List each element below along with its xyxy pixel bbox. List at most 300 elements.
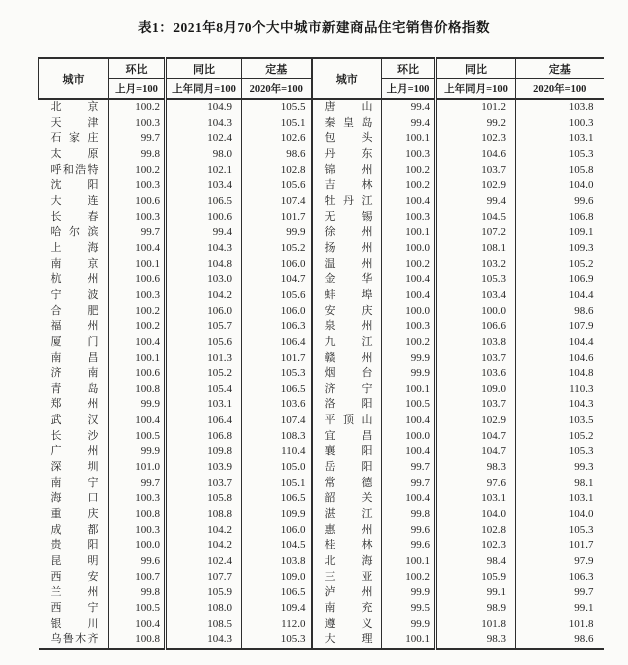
base-value-left: 109.0 — [242, 570, 312, 586]
mom-value-left: 100.3 — [109, 288, 166, 304]
mom-value-left: 100.2 — [109, 319, 166, 335]
city-cell-right — [312, 257, 382, 273]
base-value-right: 107.9 — [516, 319, 604, 335]
header-mom-left: 环比 — [109, 58, 166, 79]
table-row — [39, 178, 604, 194]
table-row — [39, 225, 604, 241]
yoy-value-left: 104.2 — [166, 523, 242, 539]
base-value-left: 101.7 — [242, 351, 312, 367]
yoy-value-left: 102.4 — [166, 554, 242, 570]
base-value-right: 105.3 — [516, 523, 604, 539]
base-value-right: 110.3 — [516, 382, 604, 398]
mom-value-left: 100.6 — [109, 194, 166, 210]
mom-value-right: 100.2 — [382, 335, 436, 351]
city-cell-right — [312, 366, 382, 382]
mom-value-left: 99.6 — [109, 554, 166, 570]
yoy-value-right: 100.0 — [436, 304, 516, 320]
mom-value-left: 99.9 — [109, 444, 166, 460]
table-header — [39, 58, 604, 99]
yoy-value-left: 105.8 — [166, 491, 242, 507]
mom-value-left: 100.6 — [109, 272, 166, 288]
city-cell-left — [39, 288, 109, 304]
mom-value-right: 100.4 — [382, 272, 436, 288]
city-cell-left — [39, 476, 109, 492]
city-name: 包头 — [324, 132, 373, 145]
mom-value-right: 100.1 — [382, 225, 436, 241]
base-value-left: 109.4 — [242, 601, 312, 617]
city-name: 太原 — [50, 147, 99, 160]
base-value-left: 106.4 — [242, 335, 312, 351]
city-name: 长春 — [50, 210, 99, 223]
mom-value-left: 100.2 — [109, 304, 166, 320]
mom-value-right: 100.3 — [382, 210, 436, 226]
base-value-left: 106.5 — [242, 382, 312, 398]
city-cell-left — [39, 210, 109, 226]
city-name: 兰州 — [50, 586, 99, 599]
yoy-value-left: 104.2 — [166, 538, 242, 554]
header-yoy-right: 同比 — [436, 58, 516, 79]
city-name: 大理 — [324, 633, 373, 646]
city-name: 乌鲁木齐 — [50, 633, 99, 646]
base-value-right: 104.3 — [516, 397, 604, 413]
mom-value-right: 100.1 — [382, 632, 436, 649]
city-name: 平顶山 — [324, 414, 373, 427]
price-index-table — [38, 57, 604, 650]
base-value-right: 103.1 — [516, 131, 604, 147]
city-name: 南昌 — [50, 351, 99, 364]
mom-value-left: 100.3 — [109, 523, 166, 539]
city-name: 上海 — [50, 241, 99, 254]
yoy-value-left: 107.7 — [166, 570, 242, 586]
base-value-right: 105.3 — [516, 147, 604, 163]
table-row — [39, 554, 604, 570]
city-cell-right — [312, 335, 382, 351]
base-value-left: 105.6 — [242, 288, 312, 304]
yoy-value-right: 97.6 — [436, 476, 516, 492]
base-value-right: 104.8 — [516, 366, 604, 382]
base-value-left: 106.5 — [242, 585, 312, 601]
yoy-value-right: 104.6 — [436, 147, 516, 163]
yoy-value-left: 106.0 — [166, 304, 242, 320]
base-value-right: 106.9 — [516, 272, 604, 288]
table-row — [39, 163, 604, 179]
table-row — [39, 507, 604, 523]
yoy-value-left: 105.4 — [166, 382, 242, 398]
city-name: 安庆 — [324, 304, 373, 317]
subheader-yoy-right: 上年同月=100 — [436, 79, 516, 100]
base-value-left: 112.0 — [242, 617, 312, 633]
table-row — [39, 304, 604, 320]
city-name: 济南 — [50, 367, 99, 380]
base-value-right: 109.1 — [516, 225, 604, 241]
base-value-right: 97.9 — [516, 554, 604, 570]
city-cell-right — [312, 570, 382, 586]
city-cell-left — [39, 241, 109, 257]
yoy-value-left: 103.4 — [166, 178, 242, 194]
mom-value-right: 99.9 — [382, 351, 436, 367]
city-cell-left — [39, 225, 109, 241]
yoy-value-left: 104.9 — [166, 99, 242, 116]
base-value-left: 110.4 — [242, 444, 312, 460]
city-name: 吉林 — [324, 179, 373, 192]
yoy-value-left: 108.0 — [166, 601, 242, 617]
city-name: 武汉 — [50, 414, 99, 427]
city-cell-left — [39, 99, 109, 116]
yoy-value-right: 102.3 — [436, 131, 516, 147]
yoy-value-right: 98.9 — [436, 601, 516, 617]
header-base-left: 定基 — [242, 58, 312, 79]
city-name: 赣州 — [324, 351, 373, 364]
base-value-left: 106.5 — [242, 491, 312, 507]
city-name: 厦门 — [50, 335, 99, 348]
city-name: 海口 — [50, 492, 99, 505]
city-cell-left — [39, 523, 109, 539]
table-row — [39, 617, 604, 633]
city-name: 宁波 — [50, 288, 99, 301]
city-cell-left — [39, 147, 109, 163]
yoy-value-right: 101.8 — [436, 617, 516, 633]
yoy-value-left: 103.1 — [166, 397, 242, 413]
table-row — [39, 523, 604, 539]
mom-value-right: 99.4 — [382, 99, 436, 116]
mom-value-right: 99.7 — [382, 476, 436, 492]
yoy-value-right: 109.0 — [436, 382, 516, 398]
city-cell-right — [312, 178, 382, 194]
yoy-value-left: 104.3 — [166, 241, 242, 257]
yoy-value-left: 106.8 — [166, 429, 242, 445]
city-cell-right — [312, 194, 382, 210]
mom-value-right: 100.2 — [382, 570, 436, 586]
city-cell-right — [312, 444, 382, 460]
mom-value-left: 100.6 — [109, 366, 166, 382]
city-name: 岳阳 — [324, 461, 373, 474]
city-cell-right — [312, 241, 382, 257]
base-value-right: 98.6 — [516, 304, 604, 320]
yoy-value-right: 103.7 — [436, 351, 516, 367]
city-cell-left — [39, 601, 109, 617]
mom-value-left: 100.3 — [109, 491, 166, 507]
yoy-value-right: 105.3 — [436, 272, 516, 288]
base-value-left: 106.0 — [242, 304, 312, 320]
yoy-value-right: 103.1 — [436, 491, 516, 507]
subheader-mom-right: 上月=100 — [382, 79, 436, 100]
base-value-left: 101.7 — [242, 210, 312, 226]
city-name: 惠州 — [324, 523, 373, 536]
mom-value-right: 100.0 — [382, 241, 436, 257]
base-value-right: 98.1 — [516, 476, 604, 492]
city-cell-left — [39, 257, 109, 273]
city-name: 西安 — [50, 570, 99, 583]
yoy-value-right: 104.0 — [436, 507, 516, 523]
yoy-value-left: 105.2 — [166, 366, 242, 382]
mom-value-right: 100.2 — [382, 257, 436, 273]
yoy-value-left: 103.9 — [166, 460, 242, 476]
base-value-right: 100.3 — [516, 116, 604, 132]
city-name: 常德 — [324, 476, 373, 489]
mom-value-right: 100.1 — [382, 554, 436, 570]
mom-value-left: 100.7 — [109, 570, 166, 586]
base-value-right: 101.8 — [516, 617, 604, 633]
mom-value-left: 100.1 — [109, 351, 166, 367]
city-name: 济宁 — [324, 382, 373, 395]
city-name: 唐山 — [324, 101, 373, 113]
base-value-right: 104.0 — [516, 178, 604, 194]
mom-value-right: 99.8 — [382, 507, 436, 523]
mom-value-left: 100.4 — [109, 617, 166, 633]
mom-value-left: 99.7 — [109, 476, 166, 492]
mom-value-right: 100.3 — [382, 147, 436, 163]
city-cell-right — [312, 225, 382, 241]
mom-value-right: 99.9 — [382, 366, 436, 382]
city-name: 扬州 — [324, 241, 373, 254]
city-cell-right — [312, 147, 382, 163]
mom-value-right: 100.0 — [382, 304, 436, 320]
mom-value-right: 99.9 — [382, 617, 436, 633]
city-cell-right — [312, 429, 382, 445]
city-cell-left — [39, 319, 109, 335]
city-name: 温州 — [324, 257, 373, 270]
table-row — [39, 397, 604, 413]
base-value-left: 105.3 — [242, 632, 312, 649]
yoy-value-right: 99.4 — [436, 194, 516, 210]
base-value-right: 105.8 — [516, 163, 604, 179]
base-value-left: 104.5 — [242, 538, 312, 554]
city-name: 泸州 — [324, 586, 373, 599]
mom-value-left: 100.4 — [109, 413, 166, 429]
city-cell-left — [39, 131, 109, 147]
mom-value-right: 99.7 — [382, 460, 436, 476]
city-name: 遵义 — [324, 617, 373, 630]
mom-value-right: 100.4 — [382, 194, 436, 210]
subheader-base-left: 2020年=100 — [242, 79, 312, 100]
yoy-value-left: 108.5 — [166, 617, 242, 633]
base-value-right: 104.4 — [516, 335, 604, 351]
mom-value-right: 100.2 — [382, 178, 436, 194]
table-row — [39, 382, 604, 398]
yoy-value-right: 104.5 — [436, 210, 516, 226]
city-cell-right — [312, 585, 382, 601]
yoy-value-right: 108.1 — [436, 241, 516, 257]
city-name: 杭州 — [50, 273, 99, 286]
city-name: 宜昌 — [324, 429, 373, 442]
city-cell-right — [312, 163, 382, 179]
table-row — [39, 99, 604, 116]
table-row — [39, 632, 604, 649]
base-value-left: 106.0 — [242, 257, 312, 273]
city-cell-left — [39, 617, 109, 633]
city-name: 青岛 — [50, 382, 99, 395]
city-name: 北海 — [324, 555, 373, 568]
city-cell-right — [312, 210, 382, 226]
base-value-left: 105.1 — [242, 116, 312, 132]
mom-value-right: 100.4 — [382, 288, 436, 304]
city-name: 襄阳 — [324, 445, 373, 458]
table-row — [39, 147, 604, 163]
mom-value-left: 100.4 — [109, 241, 166, 257]
base-value-left: 104.7 — [242, 272, 312, 288]
city-cell-left — [39, 413, 109, 429]
yoy-value-left: 98.0 — [166, 147, 242, 163]
city-name: 重庆 — [50, 508, 99, 521]
city-name: 哈尔滨 — [50, 226, 99, 239]
yoy-value-right: 103.6 — [436, 366, 516, 382]
city-cell-left — [39, 507, 109, 523]
mom-value-left: 100.1 — [109, 257, 166, 273]
city-name: 广州 — [50, 445, 99, 458]
subheader-yoy-left: 上年同月=100 — [166, 79, 242, 100]
table-row — [39, 335, 604, 351]
subheader-base-right: 2020年=100 — [516, 79, 604, 100]
mom-value-right: 99.5 — [382, 601, 436, 617]
base-value-left: 105.5 — [242, 99, 312, 116]
city-cell-left — [39, 335, 109, 351]
yoy-value-left: 105.7 — [166, 319, 242, 335]
city-cell-right — [312, 601, 382, 617]
city-cell-left — [39, 163, 109, 179]
mom-value-right: 100.4 — [382, 491, 436, 507]
yoy-value-right: 102.3 — [436, 538, 516, 554]
yoy-value-left: 108.8 — [166, 507, 242, 523]
city-cell-right — [312, 397, 382, 413]
base-value-left: 105.0 — [242, 460, 312, 476]
city-name: 韶关 — [324, 492, 373, 505]
mom-value-right: 99.9 — [382, 585, 436, 601]
table-row — [39, 241, 604, 257]
yoy-value-right: 101.2 — [436, 99, 516, 116]
city-name: 金华 — [324, 273, 373, 286]
city-cell-right — [312, 272, 382, 288]
table-title: 表1：2021年8月70个大中城市新建商品住宅销售价格指数 — [138, 20, 490, 35]
city-name: 蚌埠 — [324, 288, 373, 301]
city-cell-left — [39, 304, 109, 320]
yoy-value-right: 98.3 — [436, 632, 516, 649]
table-row — [39, 444, 604, 460]
city-cell-right — [312, 304, 382, 320]
table-row — [39, 413, 604, 429]
yoy-value-left: 101.3 — [166, 351, 242, 367]
city-cell-right — [312, 460, 382, 476]
mom-value-right: 100.0 — [382, 429, 436, 445]
base-value-right: 105.3 — [516, 444, 604, 460]
yoy-value-left: 109.8 — [166, 444, 242, 460]
city-name: 郑州 — [50, 398, 99, 411]
city-cell-left — [39, 178, 109, 194]
city-name: 长沙 — [50, 429, 99, 442]
base-value-right: 105.2 — [516, 257, 604, 273]
city-name: 桂林 — [324, 539, 373, 552]
mom-value-right: 99.6 — [382, 523, 436, 539]
base-value-left: 103.6 — [242, 397, 312, 413]
base-value-right: 103.5 — [516, 413, 604, 429]
mom-value-left: 100.3 — [109, 116, 166, 132]
mom-value-right: 99.4 — [382, 116, 436, 132]
yoy-value-right: 104.7 — [436, 444, 516, 460]
city-name: 丹东 — [324, 147, 373, 160]
table-row — [39, 538, 604, 554]
mom-value-left: 99.8 — [109, 147, 166, 163]
base-value-right: 98.6 — [516, 632, 604, 649]
yoy-value-right: 106.6 — [436, 319, 516, 335]
mom-value-left: 100.3 — [109, 210, 166, 226]
base-value-right: 103.1 — [516, 491, 604, 507]
city-cell-left — [39, 491, 109, 507]
city-cell-left — [39, 351, 109, 367]
base-value-right: 106.8 — [516, 210, 604, 226]
yoy-value-right: 103.7 — [436, 163, 516, 179]
city-name: 徐州 — [324, 226, 373, 239]
mom-value-left: 100.8 — [109, 382, 166, 398]
yoy-value-right: 102.9 — [436, 178, 516, 194]
table-row — [39, 319, 604, 335]
city-name: 天津 — [50, 116, 99, 129]
city-cell-right — [312, 617, 382, 633]
city-cell-right — [312, 523, 382, 539]
city-name: 呼和浩特 — [50, 163, 99, 176]
yoy-value-left: 104.3 — [166, 116, 242, 132]
mom-value-left: 100.2 — [109, 163, 166, 179]
base-value-right: 106.3 — [516, 570, 604, 586]
city-cell-left — [39, 460, 109, 476]
mom-value-left: 100.5 — [109, 429, 166, 445]
city-cell-left — [39, 366, 109, 382]
table-row — [39, 257, 604, 273]
city-cell-right — [312, 319, 382, 335]
base-value-left: 105.6 — [242, 178, 312, 194]
yoy-value-right: 104.7 — [436, 429, 516, 445]
city-name: 无锡 — [324, 210, 373, 223]
base-value-left: 99.9 — [242, 225, 312, 241]
city-name: 成都 — [50, 523, 99, 536]
mom-value-left: 100.5 — [109, 601, 166, 617]
city-name: 北京 — [50, 101, 99, 113]
table-row — [39, 288, 604, 304]
table-row — [39, 272, 604, 288]
yoy-value-right: 98.3 — [436, 460, 516, 476]
mom-value-left: 99.7 — [109, 131, 166, 147]
city-name: 银川 — [50, 617, 99, 630]
table-row — [39, 116, 604, 132]
city-cell-left — [39, 444, 109, 460]
city-cell-right — [312, 491, 382, 507]
city-cell-left — [39, 585, 109, 601]
city-cell-right — [312, 131, 382, 147]
city-name: 大连 — [50, 194, 99, 207]
yoy-value-left: 100.6 — [166, 210, 242, 226]
mom-value-left: 100.0 — [109, 538, 166, 554]
city-name: 南宁 — [50, 476, 99, 489]
base-value-left: 102.8 — [242, 163, 312, 179]
city-name: 九江 — [324, 335, 373, 348]
header-base-right: 定基 — [516, 58, 604, 79]
city-cell-right — [312, 382, 382, 398]
base-value-right: 99.6 — [516, 194, 604, 210]
city-cell-right — [312, 99, 382, 116]
base-value-left: 105.1 — [242, 476, 312, 492]
base-value-right: 105.2 — [516, 429, 604, 445]
city-name: 西宁 — [50, 602, 99, 614]
yoy-value-right: 105.9 — [436, 570, 516, 586]
yoy-value-right: 98.4 — [436, 554, 516, 570]
yoy-value-left: 104.8 — [166, 257, 242, 273]
city-name: 深圳 — [50, 461, 99, 474]
base-value-left: 106.3 — [242, 319, 312, 335]
yoy-value-right: 103.4 — [436, 288, 516, 304]
yoy-value-left: 104.3 — [166, 632, 242, 649]
city-name: 石家庄 — [50, 132, 99, 145]
yoy-value-left: 104.2 — [166, 288, 242, 304]
table-row — [39, 429, 604, 445]
city-cell-right — [312, 507, 382, 523]
